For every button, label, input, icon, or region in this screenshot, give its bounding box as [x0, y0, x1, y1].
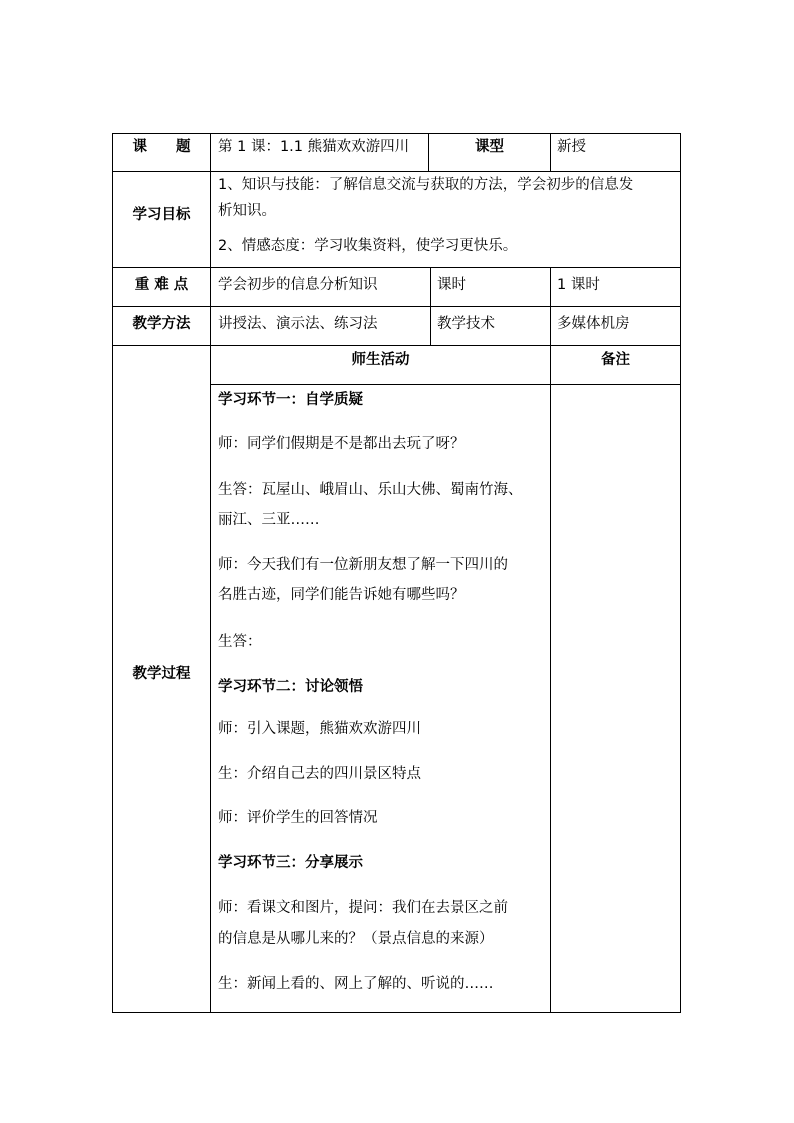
- type-label: 课型: [475, 139, 504, 155]
- process-section-heading: 学习环节一：自学质疑: [218, 392, 363, 408]
- table-border-top: [112, 133, 681, 134]
- process-line: 丽江、三亚……: [218, 512, 320, 528]
- activity-column-header: 师生活动: [351, 352, 410, 368]
- method-value: 讲授法、演示法、练习法: [218, 316, 378, 332]
- row3-4-col-divider-b: [550, 267, 551, 345]
- row-divider-3: [112, 306, 681, 307]
- label-column-divider: [210, 133, 211, 1013]
- type-value: 新授: [557, 139, 586, 155]
- key-points-label: 重 难 点: [134, 277, 189, 293]
- topic-label: 课 题: [132, 139, 191, 155]
- method-label: 教学方法: [132, 316, 191, 332]
- process-line: 的信息是从哪儿来的？（景点信息的来源）: [218, 931, 494, 947]
- objectives-line-1a: 1、知识与技能：了解信息交流与获取的方法，学会初步的信息发: [218, 177, 634, 193]
- row-divider-1: [112, 171, 681, 172]
- objectives-label: 学习目标: [132, 207, 191, 223]
- process-label: 教学过程: [132, 666, 191, 682]
- process-line: 师：评价学生的回答情况: [218, 810, 378, 826]
- process-note-divider: [550, 345, 551, 1013]
- process-line: 生答：瓦屋山、峨眉山、乐山大佛、蜀南竹海、: [218, 482, 523, 498]
- topic-value: 第 1 课：1.1 熊猫欢欢游四川: [218, 139, 410, 155]
- process-line: 师：同学们假期是不是都出去玩了呀？: [218, 436, 465, 452]
- row-divider-2: [112, 267, 681, 268]
- process-line: 生：介绍自己去的四川景区特点: [218, 766, 421, 782]
- process-line: 师：今天我们有一位新朋友想了解一下四川的: [218, 557, 508, 573]
- process-line: 师：看课文和图片，提问：我们在去景区之前: [218, 900, 508, 916]
- process-line: 生：新闻上看的、网上了解的、听说的……: [218, 976, 494, 992]
- note-column-header: 备注: [601, 352, 630, 368]
- table-border-left: [112, 133, 113, 1013]
- objectives-line-2: 2、情感态度：学习收集资料，使学习更快乐。: [218, 238, 518, 254]
- tech-value: 多媒体机房: [557, 316, 630, 332]
- hours-value: 1 课时: [557, 277, 600, 293]
- tech-label: 教学技术: [437, 316, 495, 332]
- process-line: 生答：: [218, 634, 262, 650]
- process-section-heading: 学习环节二：讨论领悟: [218, 679, 363, 695]
- table-border-right: [680, 133, 681, 1013]
- process-section-heading: 学习环节三：分享展示: [218, 855, 363, 871]
- row1-col-divider-b: [550, 133, 551, 171]
- objectives-line-1b: 析知识。: [218, 203, 276, 219]
- key-points-value: 学会初步的信息分析知识: [218, 277, 378, 293]
- table-border-bottom: [112, 1012, 681, 1013]
- row-divider-4: [112, 345, 681, 346]
- process-line: 师：引入课题，熊猫欢欢游四川: [218, 721, 421, 737]
- process-line: 名胜古迹，同学们能告诉她有哪些吗？: [218, 587, 465, 603]
- process-header-divider: [210, 384, 681, 385]
- row3-4-col-divider-a: [430, 267, 431, 345]
- hours-label: 课时: [437, 277, 466, 293]
